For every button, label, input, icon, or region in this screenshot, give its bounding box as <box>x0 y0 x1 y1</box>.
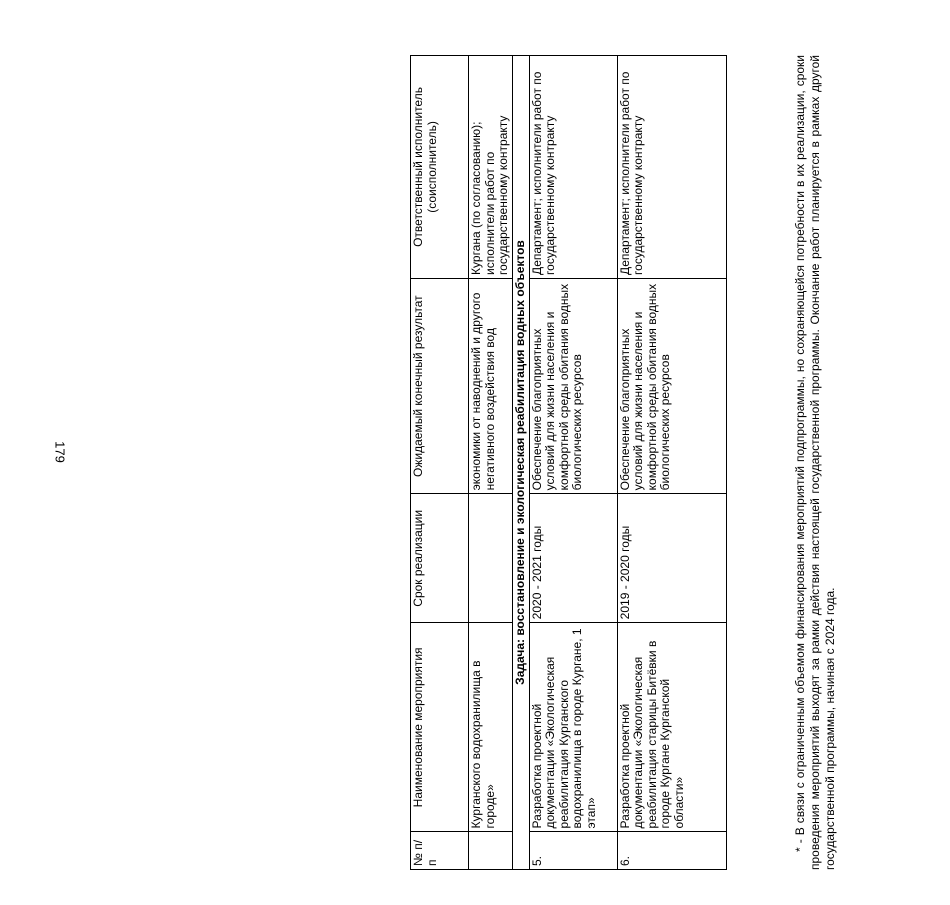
table-row <box>469 56 513 870</box>
cell-result: Обеспечение благоприятных условий для жизни населения и комфортной среды обитания водных биологических ресурсов <box>529 278 617 493</box>
header-name: Наименование мероприятия <box>411 623 469 832</box>
cell-executor: Департамент; исполнители работ по государственному контракту <box>617 56 726 279</box>
measures-table <box>410 55 727 870</box>
footnote: * - В связи с ограниченным объемом финансирования мероприятий подпрограммы, но сохраняющейся потребности в их реализации, сроки проведения мероприятий выходят за рамки действия настоящей государственной программы. Окончание работ планируется в рамках другой государственной программы, начиная с 2024 года. <box>793 55 837 870</box>
cell-name: Курганского водохранилища в городе» <box>469 623 513 832</box>
header-num: № п/п <box>411 832 469 870</box>
cell-result: Обеспечение благоприятных условий для жизни населения и комфортной среды обитания водных биологических ресурсов <box>617 278 726 493</box>
task-row <box>513 56 530 870</box>
cell-name: Разработка проектной документации «Экологическая реабилитация старицы Битёвки в городе Кургане Курганской области» <box>617 623 726 832</box>
header-result: Ожидаемый конечный результат <box>411 278 469 493</box>
page-number: 179 <box>52 441 68 463</box>
header-term: Срок реализации <box>411 494 469 623</box>
cell-num: 6. <box>617 832 726 870</box>
table-row <box>529 56 617 870</box>
rotated-page-content <box>410 0 950 870</box>
cell-term: 2019 - 2020 годы <box>617 494 726 623</box>
cell-result: экономики от наводнений и другого негативного воздействия вод <box>469 278 513 493</box>
table-header-row <box>411 56 469 870</box>
cell-executor: Кургана (по согласованию); исполнители работ по государственному контракту <box>469 56 513 279</box>
table-row <box>617 56 726 870</box>
cell-term <box>469 494 513 623</box>
task-heading: Задача: восстановление и экологическая реабилитация водных объектов <box>513 56 530 870</box>
cell-name: Разработка проектной документации «Экологическая реабилитация Курганского водохранилища в городе Кургане, 1 этап» <box>529 623 617 832</box>
cell-term: 2020 - 2021 годы <box>529 494 617 623</box>
header-executor: Ответственный исполнитель (соисполнитель) <box>411 56 469 279</box>
cell-executor: Департамент; исполнители работ по государственному контракту <box>529 56 617 279</box>
cell-num: 5. <box>529 832 617 870</box>
cell-num <box>469 832 513 870</box>
